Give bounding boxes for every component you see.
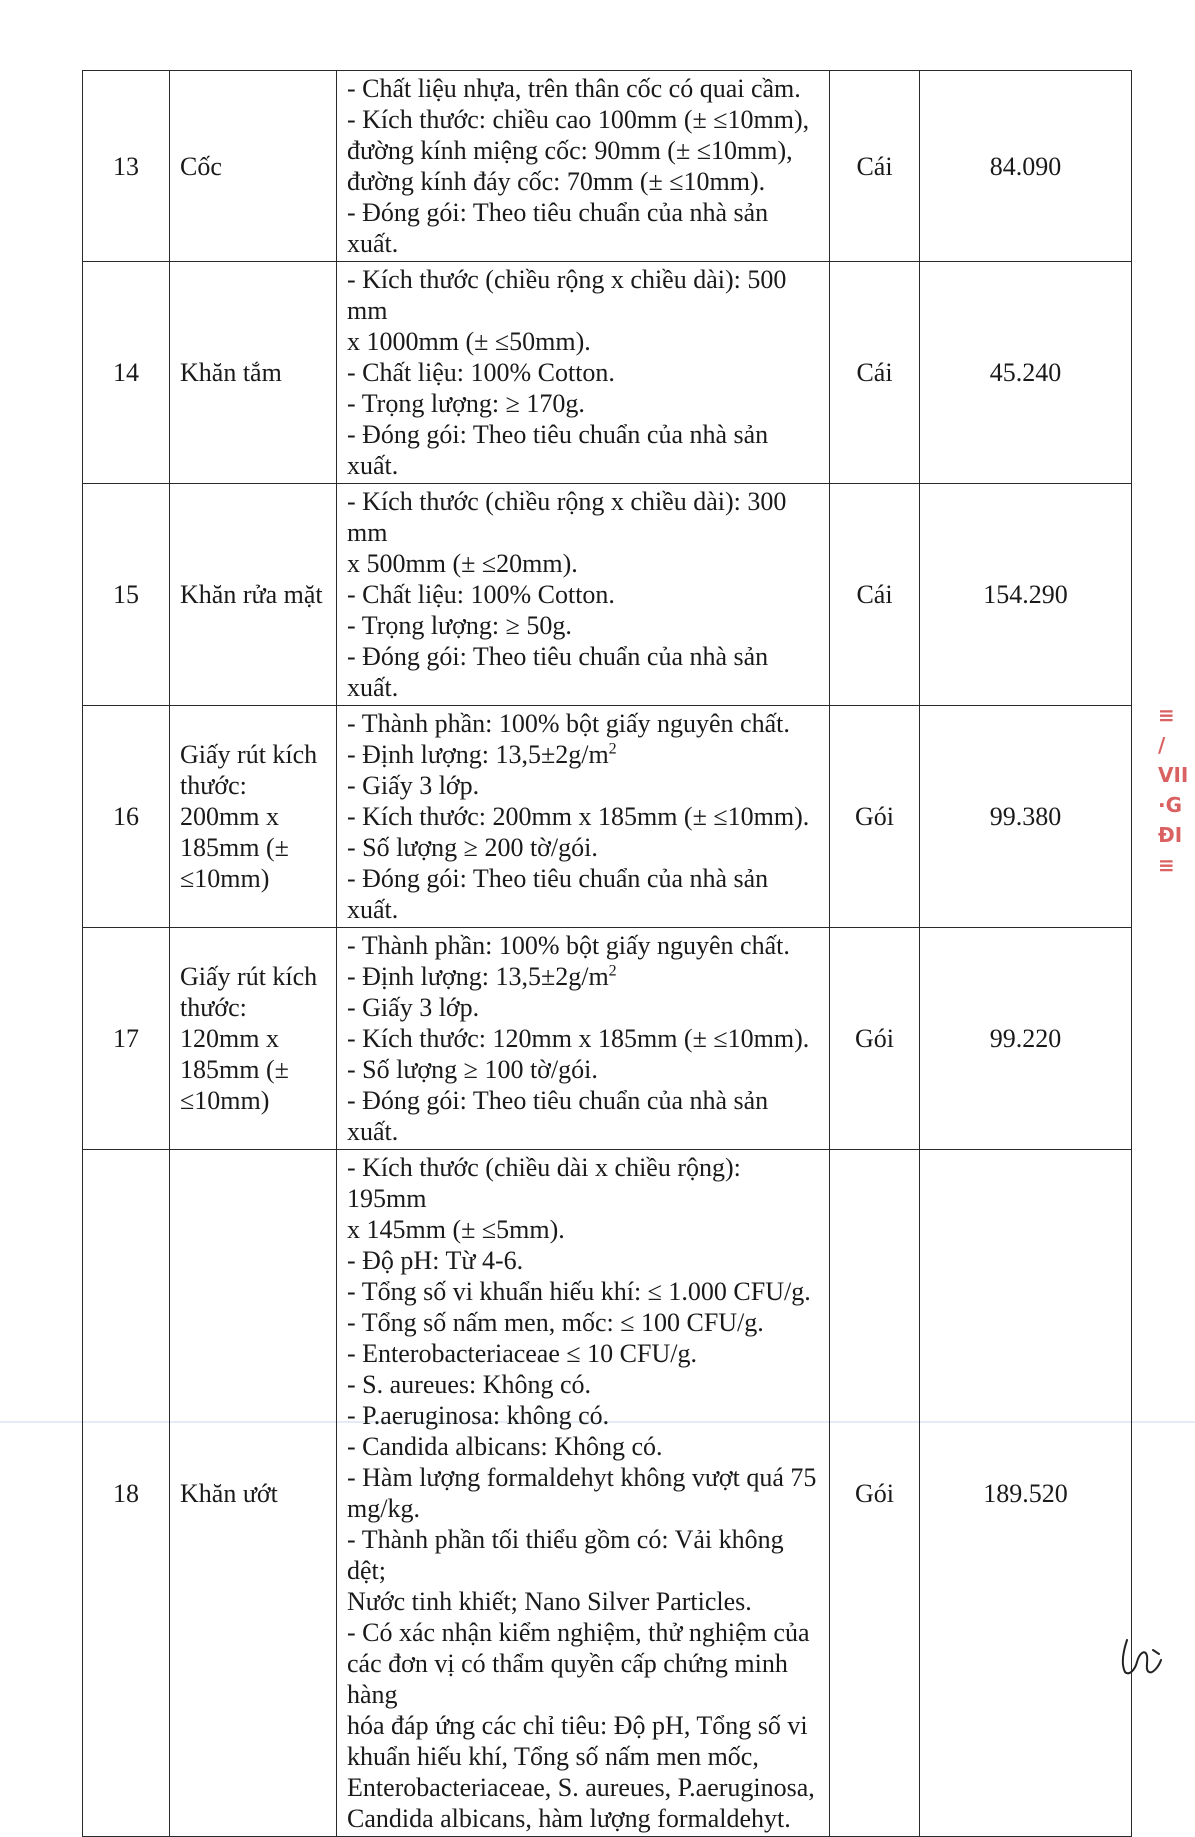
spec-line: - Đóng gói: Theo tiêu chuẩn của nhà sản xuất. [347,1086,769,1146]
spec-line: Candida albicans, hàm lượng formaldehyt. [347,1804,791,1833]
superscript: 2 [608,962,617,980]
item-specification [337,262,830,484]
item-specification [337,928,830,1150]
spec-line: - Tổng số nấm men, mốc: ≤ 100 CFU/g. [347,1308,764,1337]
stamp-text: ·G [1158,793,1183,817]
spec-line: - Chất liệu: 100% Cotton. [347,580,615,609]
spec-line: khuẩn hiếu khí, Tổng số nấm men mốc, [347,1742,759,1771]
superscript: 2 [608,740,617,758]
table-row [83,706,1132,928]
spec-line: - Enterobacteriaceae ≤ 10 CFU/g. [347,1339,697,1368]
spec-line: - Kích thước (chiều dài x chiều rộng): 195mm [347,1153,741,1213]
row-number: 17 [83,928,170,1150]
item-unit: Cái [830,71,920,262]
spec-line: - Candida albicans: Không có. [347,1432,663,1461]
spec-line: - Số lượng ≥ 100 tờ/gói. [347,1055,598,1084]
table-row [83,262,1132,484]
spec-line: các đơn vị có thẩm quyền cấp chứng minh hàng [347,1649,788,1709]
row-number: 18 [83,1150,170,1837]
handwritten-initials [1115,1630,1175,1680]
spec-line: - Thành phần: 100% bột giấy nguyên chất. [347,709,790,738]
spec-line: - Giấy 3 lớp. [347,993,480,1022]
item-unit: Gói [830,928,920,1150]
spec-line: - Độ pH: Từ 4-6. [347,1246,524,1275]
table-row [83,484,1132,706]
spec-line: - Đóng gói: Theo tiêu chuẩn của nhà sản xuất. [347,642,769,702]
item-name: Giấy rút kích thước: 120mm x 185mm (± ≤10mm) [170,928,337,1150]
spec-line: - Kích thước (chiều rộng x chiều dài): 500 mm [347,265,787,325]
spec-line: - Đóng gói: Theo tiêu chuẩn của nhà sản xuất. [347,198,769,258]
stamp-mark: / [1158,733,1166,757]
spec-line: - Trọng lượng: ≥ 170g. [347,389,585,418]
item-name: Cốc [170,71,337,262]
item-specification [337,71,830,262]
spec-line: x 1000mm (± ≤50mm). [347,327,591,356]
item-name: Khăn rửa mặt [170,484,337,706]
item-unit: Cái [830,262,920,484]
product-spec-table [82,70,1132,1837]
spec-line: Enterobacteriaceae, S. aureues, P.aeruginosa, [347,1773,815,1802]
stamp-text: VII [1158,763,1189,787]
spec-line: - Đóng gói: Theo tiêu chuẩn của nhà sản xuất. [347,420,769,480]
spec-line: - Kích thước (chiều rộng x chiều dài): 300 mm [347,487,787,547]
item-unit: Gói [830,1150,920,1837]
spec-line: Nước tinh khiết; Nano Silver Particles. [347,1587,752,1616]
density-text: - Định lượng: 13,5±2g/m [347,962,609,991]
spec-line: - Hàm lượng formaldehyt không vượt quá 75 [347,1463,817,1492]
stamp-mark: ≡ [1158,853,1175,877]
stamp-mark: ≡ [1158,703,1175,727]
spec-line: đường kính miệng cốc: 90mm (± ≤10mm), [347,136,793,165]
spec-line: - Thành phần: 100% bột giấy nguyên chất. [347,931,790,960]
spec-line: - S. aureues: Không có. [347,1370,592,1399]
table-row [83,928,1132,1150]
spec-line: - Trọng lượng: ≥ 50g. [347,611,572,640]
item-specification [337,706,830,928]
spec-line: - Tổng số vi khuẩn hiếu khí: ≤ 1.000 CFU/g. [347,1277,811,1306]
spec-line: - Chất liệu nhựa, trên thân cốc có quai cầm. [347,74,801,103]
spec-line: - Thành phần tối thiểu gồm có: Vải không dệt; [347,1525,784,1585]
item-price: 84.090 [920,71,1132,262]
item-price: 99.380 [920,706,1132,928]
row-number: 15 [83,484,170,706]
spec-line: - Có xác nhận kiểm nghiệm, thử nghiệm của [347,1618,810,1647]
item-price: 45.240 [920,262,1132,484]
table-row [83,71,1132,262]
spec-line: - Đóng gói: Theo tiêu chuẩn của nhà sản xuất. [347,864,769,924]
spec-line: mg/kg. [347,1494,420,1523]
item-unit: Cái [830,484,920,706]
item-specification [337,484,830,706]
spec-line: - Kích thước: 120mm x 185mm (± ≤10mm). [347,1024,810,1053]
spec-line: - P.aeruginosa: không có. [347,1401,610,1430]
spec-line: hóa đáp ứng các chỉ tiêu: Độ pH, Tổng số vi [347,1711,808,1740]
item-name: Giấy rút kích thước: 200mm x 185mm (± ≤10mm) [170,706,337,928]
spec-line: - Kích thước: 200mm x 185mm (± ≤10mm). [347,802,810,831]
spec-line-density [347,961,819,992]
table-row [83,1150,1132,1837]
spec-line: x 145mm (± ≤5mm). [347,1215,565,1244]
spec-line: - Kích thước: chiều cao 100mm (± ≤10mm), [347,105,810,134]
item-price: 154.290 [920,484,1132,706]
spec-line-density [347,739,819,770]
spec-line: - Giấy 3 lớp. [347,771,480,800]
spec-line: x 500mm (± ≤20mm). [347,549,578,578]
density-text: - Định lượng: 13,5±2g/m [347,740,609,769]
row-number: 13 [83,71,170,262]
item-name: Khăn tắm [170,262,337,484]
seal-stamp-fragment [1158,700,1195,880]
item-specification [337,1150,830,1837]
row-number: 16 [83,706,170,928]
row-number: 14 [83,262,170,484]
spec-line: - Chất liệu: 100% Cotton. [347,358,615,387]
item-name: Khăn ướt [170,1150,337,1837]
item-price: 189.520 [920,1150,1132,1837]
item-price: 99.220 [920,928,1132,1150]
spec-line: - Số lượng ≥ 200 tờ/gói. [347,833,598,862]
stamp-text: ĐI [1158,823,1183,847]
item-unit: Gói [830,706,920,928]
spec-line: đường kính đáy cốc: 70mm (± ≤10mm). [347,167,766,196]
